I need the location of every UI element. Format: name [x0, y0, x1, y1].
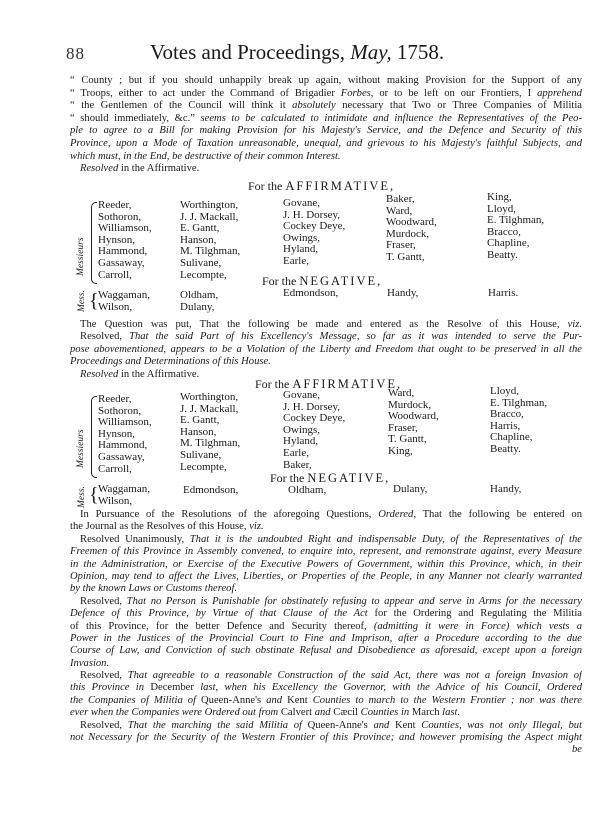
heading-affirmative: AFFIRMATIVE,	[292, 377, 403, 391]
member-name: J. J. Mackall,	[180, 210, 239, 223]
italic-text: (admitting it were in Force) which vests a	[373, 620, 582, 632]
member-name: Edmondson,	[183, 484, 239, 496]
member-name: Hanson,	[180, 233, 217, 246]
text-line	[70, 695, 582, 707]
italic-text: ever when the Companies were Ordered out from	[70, 707, 281, 719]
negative-heading	[270, 472, 390, 484]
text-line	[70, 645, 582, 657]
side-label-messieurs: Messieurs	[76, 429, 86, 468]
member-name: E. Tilghman,	[487, 214, 545, 227]
text-line	[70, 633, 582, 645]
negative-column	[387, 288, 418, 300]
text-line	[70, 707, 582, 719]
member-name: Fraser,	[386, 239, 416, 252]
italic-text: pose abovementioned, appears to be a Violation of the Liberty and Freedom that ought to be preserved in all the	[70, 343, 582, 355]
italic-text: That it is the undoubted Right and indispensable Duty, of the Representatives of the	[189, 533, 582, 545]
member-name: Owings,	[283, 231, 320, 244]
roman-text: , or to be left on our Frontiers, I	[370, 87, 538, 99]
side-label-mess: Mess.	[77, 486, 87, 508]
title-text: Votes and Proceedings,	[150, 40, 345, 64]
title-year: 1758.	[396, 40, 445, 64]
member-name: Baker,	[386, 193, 415, 205]
roman-text: necessary that Two or Three Companies of Militia	[335, 100, 582, 112]
italic-text: Freemen of this Province in Assembly convened, to enquire into, represent, and remonstrate against, every Measure	[70, 546, 582, 558]
member-name: Oldham,	[180, 289, 219, 301]
member-name: King,	[487, 191, 512, 203]
member-name: King,	[388, 444, 413, 457]
italic-text: not Necessary for the Security of the Western Frontier of this Province; and however promising the Aspect might	[70, 732, 582, 744]
text-line	[70, 151, 582, 164]
affirmative-heading	[248, 180, 395, 192]
member-name: Oldham,	[288, 484, 327, 496]
text-line	[70, 319, 582, 331]
italic-text: Ordered	[378, 509, 414, 520]
text-line	[70, 596, 582, 608]
member-name: Sulivane,	[180, 256, 222, 269]
roman-text: the Journal as the Resolves of this House,	[70, 521, 250, 533]
member-name: Handy,	[490, 483, 522, 495]
roman-text: Resolved,	[80, 331, 130, 343]
member-name: Chapline,	[487, 237, 530, 250]
member-name: T. Gantt,	[386, 250, 425, 263]
italic-text: and	[314, 707, 334, 719]
roman-text: Resolved,	[80, 719, 128, 731]
side-label-messieurs: Messieurs	[76, 237, 86, 276]
roman-text: in the Affirmative.	[118, 163, 200, 175]
roman-text: , That the following be entered on	[413, 509, 582, 520]
member-name: E. Gantt,	[180, 222, 220, 235]
member-name: Worthington,	[180, 199, 239, 211]
affirmative-column	[388, 388, 439, 458]
italic-text: Counties to march to the Western Frontier ; nor was there	[312, 694, 582, 706]
roman-text: for the Ordering and Regulating the Militia	[367, 608, 582, 620]
affirmative-column	[98, 200, 152, 281]
paragraph-message-quote	[70, 75, 582, 176]
italic-text: Resolved	[80, 368, 119, 380]
heading-prefix: For the	[248, 179, 283, 193]
member-name: Harris,	[490, 419, 521, 432]
heading-prefix: For the	[262, 274, 297, 288]
negative-column	[288, 485, 326, 497]
member-name: Lloyd,	[490, 385, 520, 397]
italic-text: absolutely	[292, 100, 336, 112]
roman-text: Kent	[395, 719, 422, 731]
brace-icon: {	[89, 290, 99, 312]
member-name: Cockey Deye,	[283, 220, 346, 233]
member-name: Hammond,	[98, 245, 148, 258]
member-name: Chapline,	[490, 431, 533, 444]
italic-text: That no Person is Punishable for obstinately refusing to appear and serve in Arms for the necessary	[126, 595, 582, 607]
member-name: Hynson,	[98, 427, 135, 440]
negative-column	[183, 485, 238, 497]
italic-text: in the Administration, or Exercise of the Executive Powers of Government, within this Province, which, in their	[70, 558, 582, 570]
italic-text: That the said Part of his Excellency's Message, so far as it was intended to serve the Pur-	[129, 331, 582, 343]
text-line	[70, 113, 582, 126]
member-name: Hynson,	[98, 233, 135, 246]
brace-icon	[91, 202, 97, 284]
member-name: Bracco,	[487, 225, 521, 238]
text-line	[70, 356, 582, 368]
member-name: Ward,	[388, 387, 415, 399]
member-name: Lloyd,	[487, 202, 517, 215]
italic-text: Defence of this Province, by Virtue of that Clause of the Act	[70, 608, 368, 620]
member-name: J. J. Mackall,	[180, 402, 239, 415]
negative-column	[98, 290, 150, 313]
text-line	[70, 534, 582, 546]
roman-text: Kent	[287, 694, 313, 706]
member-name: Gassaway,	[98, 450, 145, 463]
member-name: Reeder,	[98, 199, 132, 211]
italic-text: ple to agree to a Bill for making Provision for his Majesty's Service, and the Defence and Security of this	[70, 125, 582, 137]
text-line	[70, 125, 582, 138]
heading-prefix: For the	[270, 471, 305, 485]
roman-text: of this Province, for the better Defence and Security thereof,	[70, 620, 374, 632]
negative-heading	[262, 275, 382, 287]
affirmative-column	[283, 198, 345, 268]
member-name: Wilson,	[98, 300, 133, 313]
member-name: Dulany,	[180, 300, 215, 313]
roman-text: “ the Gentlemen of the Council will think it	[70, 100, 293, 112]
italic-text: by the known Laws or Customs thereof.	[70, 583, 238, 595]
italic-text: and	[266, 694, 288, 706]
page-number: 88	[66, 44, 85, 63]
roman-text: Resolved,	[80, 595, 127, 607]
member-name: Williamson,	[98, 222, 152, 235]
member-name: Hyland,	[283, 435, 319, 448]
italic-text: Invasion.	[70, 657, 110, 669]
roman-text: “ should immediately, &c.”	[70, 112, 201, 124]
member-name: Hanson,	[180, 425, 217, 438]
text-line	[70, 100, 582, 113]
text-line	[70, 720, 582, 732]
negative-column	[393, 484, 427, 496]
italic-text: and	[373, 719, 396, 731]
affirmative-column	[180, 200, 240, 281]
heading-affirmative: AFFIRMATIVE,	[285, 179, 396, 193]
member-name: Bracco,	[490, 408, 524, 421]
italic-text: Counties in	[360, 707, 412, 719]
brace-icon	[91, 396, 97, 478]
member-name: Williamson,	[98, 416, 152, 429]
member-name: Dulany,	[393, 483, 428, 495]
italic-text: the Companies of Militia of	[70, 694, 202, 706]
member-name: Fraser,	[388, 421, 418, 434]
negative-column	[283, 288, 338, 300]
roman-text: Resolved,	[80, 670, 128, 682]
text-line	[70, 163, 582, 176]
member-name: Woodward,	[386, 216, 437, 229]
brace-icon: {	[89, 484, 99, 506]
member-name: T. Gantt,	[388, 433, 427, 446]
affirmative-column	[487, 192, 544, 262]
text-line	[70, 509, 582, 521]
roman-text: “ County ; but if you should unhappily break up again, without making Provision for the Support of any	[70, 75, 582, 86]
italic-text: Opinion, may tend to affect the Lives, Liberties, or Properties of the People, in any Manner not clearly warranted	[70, 570, 582, 582]
italic-text: this Province in	[70, 682, 151, 694]
italic-text: Forbes	[340, 87, 371, 99]
italic-text: which must, in the End, be destructive of their common Interest.	[70, 150, 341, 162]
roman-text: Resolved Unanimously,	[80, 533, 190, 545]
member-name: Waggaman,	[98, 289, 150, 301]
member-name: E. Tilghman,	[490, 396, 548, 409]
member-name: J. H. Dorsey,	[283, 208, 341, 221]
member-name: Hyland,	[283, 243, 319, 256]
text-line	[70, 344, 582, 356]
italic-text: That the marching the said Militia of	[127, 719, 308, 731]
affirmative-column	[386, 194, 437, 264]
italic-text: Resolved	[80, 163, 119, 175]
member-name: Lecompte,	[180, 460, 227, 473]
member-name: M. Tilghman,	[180, 437, 241, 450]
text-line	[70, 608, 582, 620]
heading-negative: NEGATIVE,	[299, 274, 383, 288]
paragraph-resolves	[70, 509, 582, 757]
text-line	[70, 331, 582, 343]
italic-text: last.	[442, 707, 461, 719]
member-name: Earle,	[283, 254, 309, 267]
text-line	[70, 621, 582, 633]
member-name: Sothoron,	[98, 210, 142, 223]
text-line	[70, 658, 582, 670]
title-month: May,	[350, 40, 392, 64]
roman-text: Queen-Anne's	[307, 719, 374, 731]
text-line	[70, 670, 582, 682]
italic-text: apprehend	[537, 87, 582, 99]
italic-text: Proceedings and Determinations of this House.	[70, 356, 271, 368]
member-name: Edmondson,	[283, 287, 339, 299]
text-line	[70, 732, 582, 744]
italic-text: viz.	[567, 319, 582, 330]
affirmative-heading	[255, 378, 402, 390]
member-name: E. Gantt,	[180, 414, 220, 427]
roman-text: in the Affirmative.	[118, 368, 200, 380]
italic-text: Province, upon a Mode of Taxation unreasonable, unequal, and grievous to his Majesty's faithful Subjects, and	[70, 137, 582, 149]
member-name: Beatty.	[490, 442, 521, 455]
member-name: M. Tilghman,	[180, 245, 241, 258]
member-name: Murdock,	[388, 398, 432, 411]
italic-text: Power in the Justices of the Provincial Court to Fine and Imprison, after a Procedure according to the due	[70, 632, 582, 644]
heading-prefix: For the	[255, 377, 290, 391]
roman-text: March	[411, 707, 443, 719]
member-name: Lecompte,	[180, 268, 227, 281]
italic-text: last, when his Excellency the Governor, with the Advice of his Council, Ordered	[200, 682, 582, 694]
negative-column	[98, 484, 150, 507]
member-name: Baker,	[283, 458, 312, 471]
member-name: Sulivane,	[180, 448, 222, 461]
text-line	[70, 559, 582, 571]
roman-text: In Pursuance of the Resolutions of the aforegoing Questions,	[80, 509, 379, 520]
affirmative-column	[490, 386, 547, 456]
roman-text: Queen-Anne's	[201, 694, 267, 706]
member-name: Worthington,	[180, 391, 239, 403]
member-name: Cockey Deye,	[283, 412, 346, 425]
text-line	[70, 138, 582, 151]
member-name: Carroll,	[98, 268, 132, 281]
text-line	[70, 583, 582, 595]
text-line	[70, 571, 582, 583]
affirmative-column	[283, 390, 345, 471]
member-name: Beatty.	[487, 248, 518, 261]
member-name: Ward,	[386, 204, 413, 217]
affirmative-column	[98, 394, 152, 475]
member-name: Harris.	[488, 287, 519, 299]
text-line	[70, 521, 582, 533]
negative-column	[180, 290, 218, 313]
roman-text: Calvert	[280, 707, 315, 719]
text-line	[70, 744, 582, 756]
text-line	[70, 88, 582, 101]
text-line	[70, 546, 582, 558]
roman-text: “ Troops, either to act under the Command of Brigadier	[70, 87, 341, 99]
member-name: Govane,	[283, 197, 320, 209]
running-title	[150, 40, 444, 65]
member-name: J. H. Dorsey,	[283, 400, 341, 413]
member-name: Wilson,	[98, 494, 133, 507]
member-name: Carroll,	[98, 462, 132, 475]
italic-text: be	[572, 744, 582, 756]
italic-text: seems to be calculated to intimidate and influence the Representatives of the Peo-	[200, 112, 582, 124]
member-name: Sothoron,	[98, 404, 142, 417]
negative-column	[488, 288, 518, 300]
member-name: Waggaman,	[98, 483, 150, 495]
affirmative-column	[180, 392, 240, 473]
paragraph-question-resolve	[70, 319, 582, 381]
negative-column	[490, 484, 521, 496]
roman-text: Cæcil	[333, 707, 361, 719]
text-line	[70, 682, 582, 694]
member-name: Owings,	[283, 423, 320, 436]
italic-text: Counties, was not only Illegal, but	[421, 719, 582, 731]
italic-text: viz.	[249, 521, 264, 533]
member-name: Reeder,	[98, 393, 132, 405]
member-name: Murdock,	[386, 227, 430, 240]
member-name: Handy,	[387, 287, 419, 299]
member-name: Woodward,	[388, 410, 439, 423]
italic-text: Course of Law, and Conviction of such obstinate Refusal and Disobedience as aforesaid, except upon a foreign	[70, 645, 582, 657]
text-line	[70, 75, 582, 88]
member-name: Hammond,	[98, 439, 148, 452]
roman-text: December	[150, 682, 201, 694]
roman-text: The Question was put, That the following be made and entered as the Resolve of this House,	[80, 319, 568, 330]
member-name: Govane,	[283, 389, 320, 401]
member-name: Gassaway,	[98, 256, 145, 269]
italic-text: That agreeable to a reasonable Construction of the said Act, there was not a foreign Invasion of	[127, 670, 582, 682]
heading-negative: NEGATIVE,	[307, 471, 391, 485]
side-label-mess: Mess.	[77, 290, 87, 312]
member-name: Earle,	[283, 446, 309, 459]
